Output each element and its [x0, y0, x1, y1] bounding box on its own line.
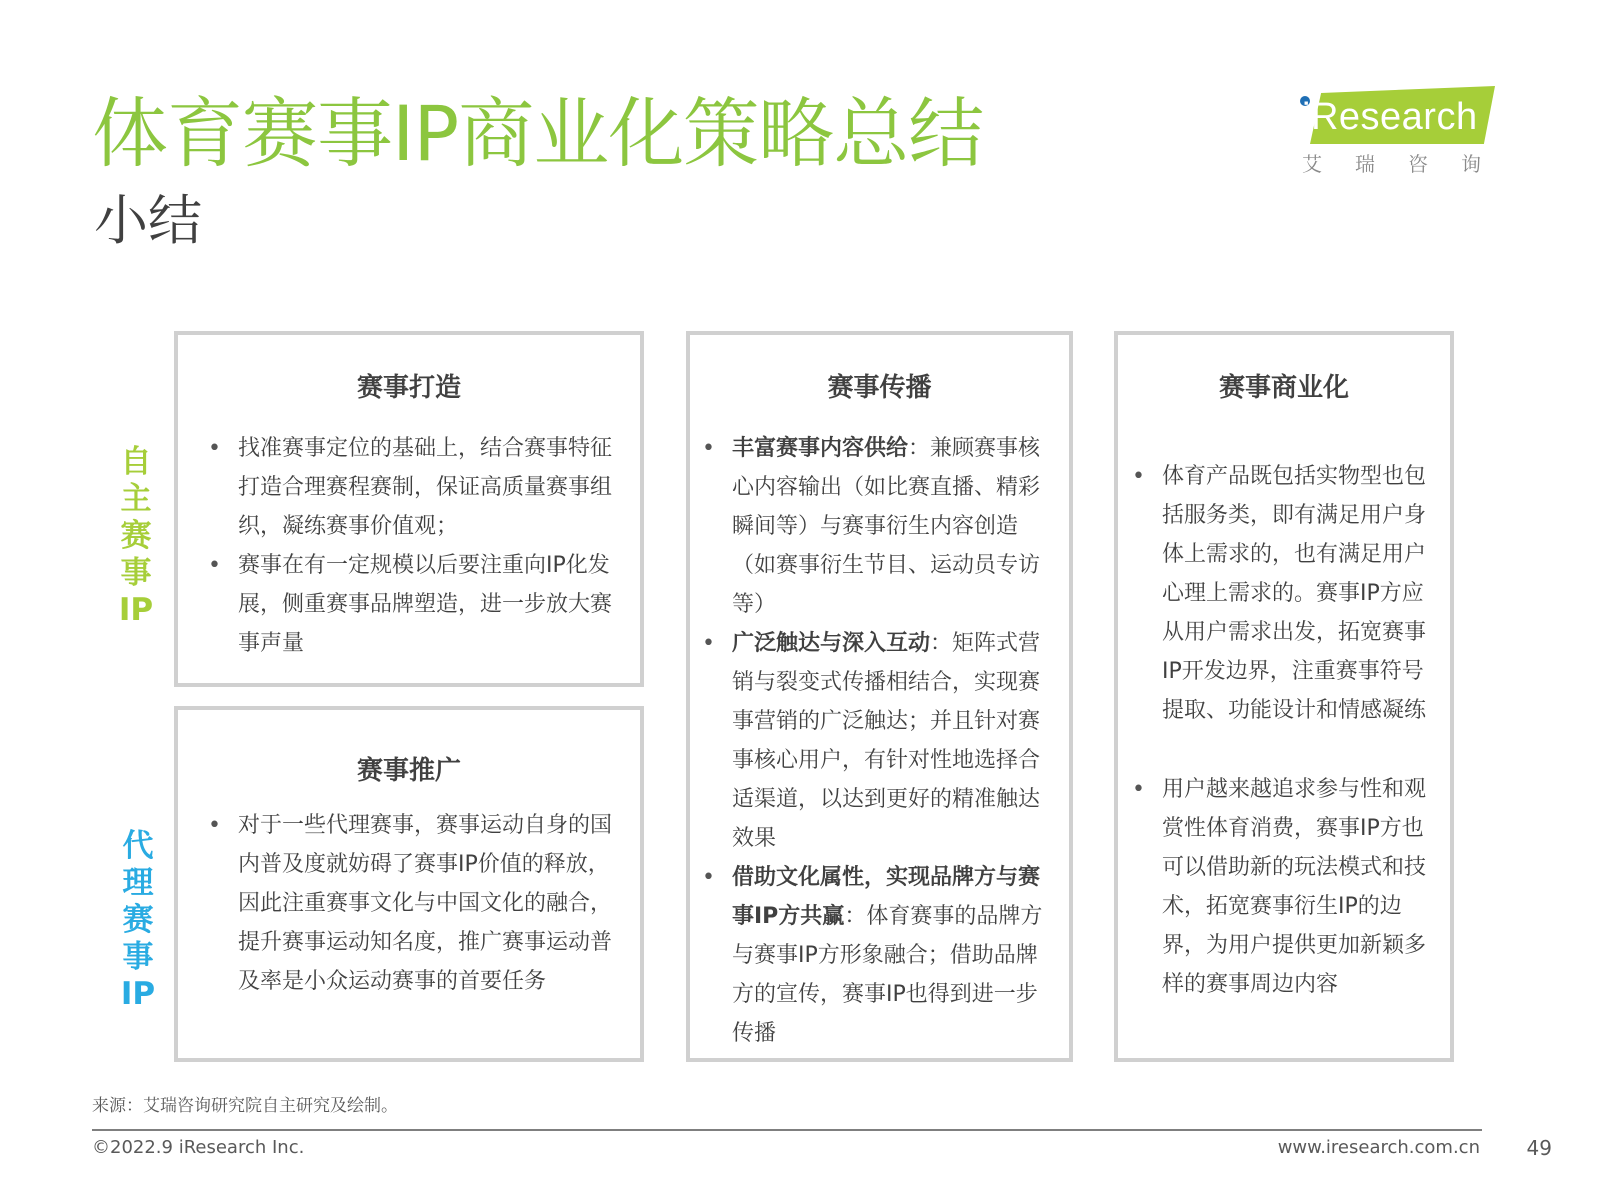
- list-item-keyword: 广泛触达与深入互动: [732, 631, 931, 656]
- list-item-keyword: 借助文化属性，实现品牌方与赛事IP方共赢: [732, 865, 1041, 929]
- bullet-list: [208, 429, 618, 663]
- box-event-promotion: [174, 706, 644, 1062]
- source-note: 来源：艾瑞咨询研究院自主研究及绘制。: [92, 1096, 398, 1116]
- list-item-text: ：兼顾赛事核心内容输出（如比赛直播、精彩瞬间等）与赛事衍生内容创造（如赛事衍生节目、运动员专访等）: [732, 436, 1041, 617]
- box-heading: 赛事打造: [356, 373, 461, 403]
- list-item: [702, 429, 1050, 624]
- page-number: 49: [1526, 1136, 1552, 1160]
- list-item: • 体育产品既包括实物型也包括服务类，即有满足用户身体上需求的，也有满足用户心理上需求的。赛事IP方应从用户需求出发，拓宽赛事IP开发边界，注重赛事符号提取、功能设计和情感凝练: [1132, 457, 1444, 730]
- bullet-list: [702, 429, 1050, 1053]
- page-title: 体育赛事IP商业化策略总结: [92, 89, 984, 178]
- list-item: • 赛事在有一定规模以后要注重向IP化发展，侧重赛事品牌塑造，进一步放大赛事声量: [208, 546, 618, 663]
- logo-brand-text: iResearch: [1302, 96, 1478, 138]
- side-label-agent-ip: 代理赛事IP: [120, 828, 156, 1012]
- page-subtitle: 小结: [94, 189, 202, 252]
- bullet-list: [1132, 457, 1444, 1004]
- box-event-commercialization: [1114, 331, 1454, 1062]
- box-event-building: [174, 331, 644, 687]
- list-item-keyword: 丰富赛事内容供给: [732, 436, 909, 461]
- list-item-text: ：矩阵式营销与裂变式传播相结合，实现赛事营销的广泛触达；并且针对赛事核心用户，有针对性地选择合适渠道，以达到更好的精准触达效果: [732, 631, 1041, 851]
- list-item: • 找准赛事定位的基础上，结合赛事特征打造合理赛程赛制，保证高质量赛事组织，凝练赛事价值观；: [208, 429, 618, 546]
- list-item: [702, 624, 1050, 858]
- list-item: • 用户越来越追求参与性和观赏性体育消费，赛事IP方也可以借助新的玩法模式和技术，拓宽赛事衍生IP的边界，为用户提供更加新颖多样的赛事周边内容: [1132, 770, 1444, 1004]
- box-event-spread: [686, 331, 1073, 1062]
- footer-divider: [92, 1129, 1482, 1131]
- box-heading: 赛事传播: [827, 373, 932, 403]
- iresearch-logo: [1300, 82, 1514, 186]
- side-label-self-ip: 自主赛事IP: [118, 444, 154, 628]
- box-heading: 赛事推广: [356, 756, 461, 786]
- box-heading: 赛事商业化: [1218, 373, 1349, 403]
- copyright: ©2022.9 iResearch Inc.: [92, 1137, 305, 1158]
- list-item-text: ：体育赛事的品牌方与赛事IP方形象融合；借助品牌方的宣传，赛事IP也得到进一步传播: [732, 904, 1043, 1046]
- list-item: [702, 858, 1050, 1053]
- logo-sub-text: 艾瑞咨询: [1302, 152, 1514, 176]
- website-link[interactable]: www.iresearch.com.cn: [1277, 1137, 1480, 1158]
- list-item: • 对于一些代理赛事，赛事运动自身的国内普及度就妨碍了赛事IP价值的释放，因此注重赛事文化与中国文化的融合，提升赛事运动知名度，推广赛事运动普及率是小众运动赛事的首要任务: [208, 806, 618, 1001]
- bullet-list: [208, 806, 618, 1001]
